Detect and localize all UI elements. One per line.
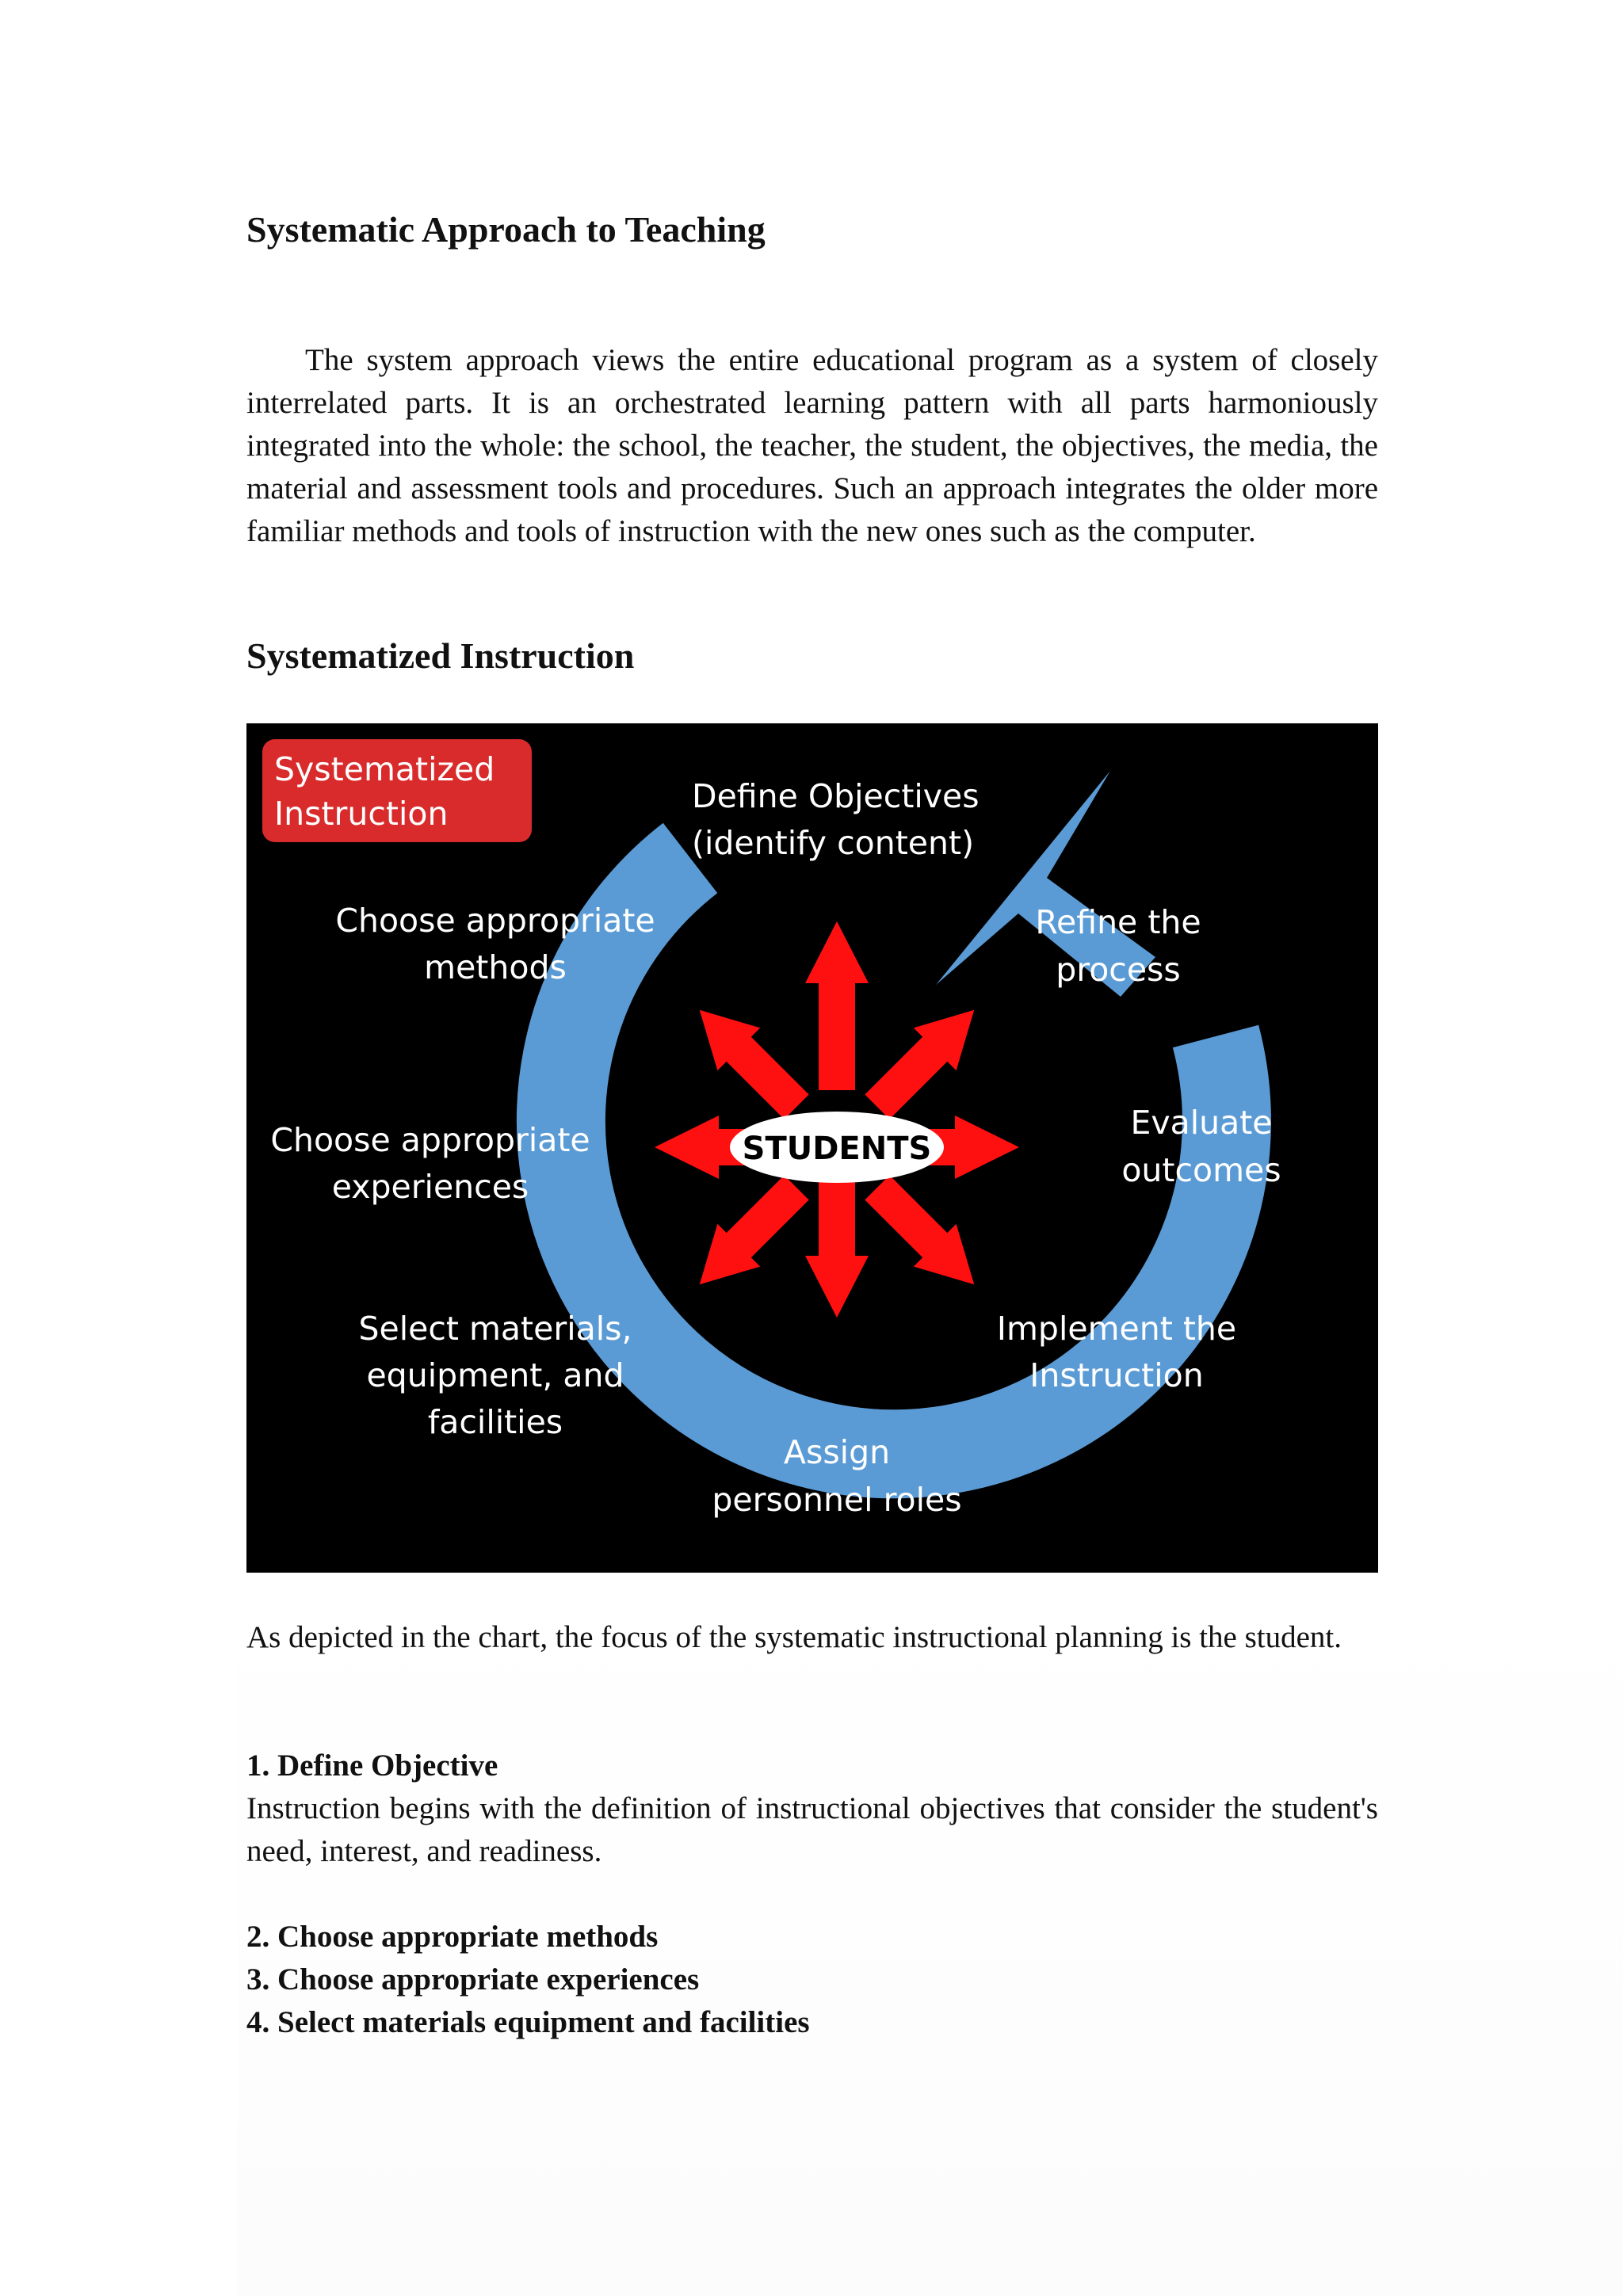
badge-line-1: Systematized — [274, 750, 495, 788]
item-3-heading: 3. Choose appropriate experiences — [246, 1962, 700, 1997]
step-methods-line-1: Choose appropriate — [335, 902, 655, 940]
step-implement-line-2: Instruction — [1029, 1356, 1204, 1394]
step-refine-line-2: process — [1056, 951, 1181, 989]
step-define-line-1: Define Objectives — [692, 777, 980, 815]
arrow-up-right — [856, 989, 995, 1128]
step-define-line-2: (identify content) — [692, 824, 975, 862]
arrow-up — [805, 921, 869, 1090]
badge-line-2: Instruction — [274, 795, 449, 833]
after-chart-paragraph: As depicted in the chart, the focus of the systematic instructional planning is the student. — [246, 1620, 1342, 1654]
students-label: STUDENTS — [742, 1131, 932, 1167]
intro-paragraph: The system approach views the entire educational program as a system of closely interrelated parts. It is an orchestrated learning pattern with all parts harmoniously integrated into the whole: the school, the teacher, the student, the objectives, the media, the material and assessment tools and procedures. Such an approach integrates the older more familiar methods and tools of instruction with the new ones such as the computer. — [246, 343, 1378, 548]
step-materials-line-3: facilities — [427, 1403, 563, 1441]
step-methods-line-2: methods — [424, 948, 567, 986]
step-materials-line-1: Select materials, — [358, 1310, 632, 1348]
section-heading: Systematized Instruction — [246, 635, 635, 676]
step-experiences-line-2: experiences — [331, 1168, 529, 1206]
arrow-down-right — [856, 1166, 995, 1306]
item-4-heading: 4. Select materials equipment and facilities — [246, 2005, 810, 2039]
item-2-heading: 2. Choose appropriate methods — [246, 1920, 659, 1954]
step-materials-line-2: equipment, and — [366, 1356, 624, 1394]
item-1-body: Instruction begins with the definition of instructional objectives that consider the student's need, interest, and readiness. — [246, 1791, 1378, 1868]
systematized-instruction-diagram — [246, 723, 1378, 1573]
page-title: Systematic Approach to Teaching — [246, 209, 766, 250]
arrow-up-left — [678, 989, 818, 1128]
step-evaluate-line-1: Evaluate — [1130, 1104, 1273, 1142]
step-assign-line-2: personnel roles — [712, 1481, 962, 1519]
item-1-heading: 1. Define Objective — [246, 1749, 498, 1783]
step-experiences-line-1: Choose appropriate — [270, 1121, 590, 1159]
step-implement-line-1: Implement the — [996, 1310, 1237, 1348]
step-evaluate-line-2: outcomes — [1121, 1151, 1281, 1189]
step-refine-line-1: Refine the — [1035, 903, 1201, 941]
step-assign-line-1: Assign — [783, 1433, 891, 1471]
arrow-down-left — [678, 1166, 818, 1306]
